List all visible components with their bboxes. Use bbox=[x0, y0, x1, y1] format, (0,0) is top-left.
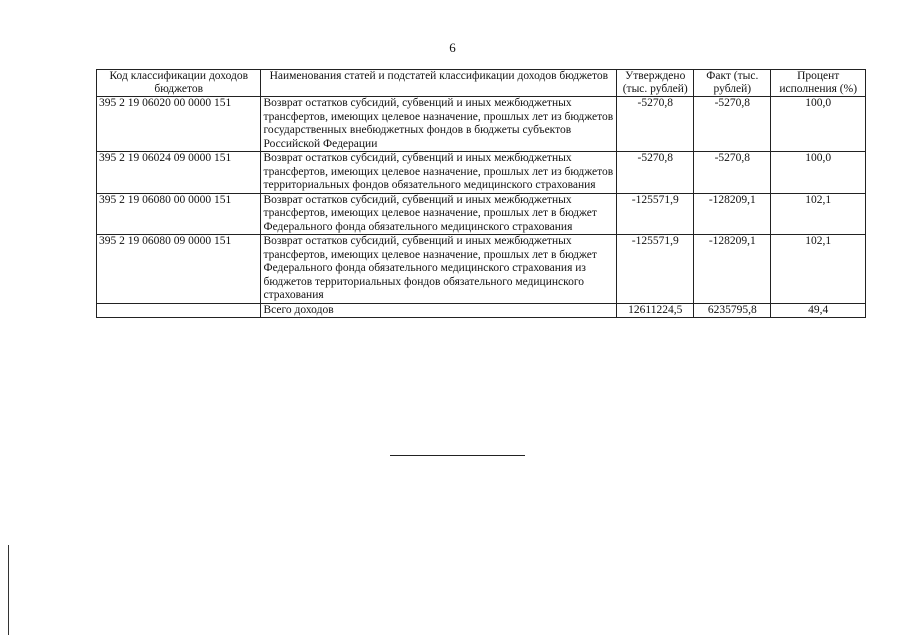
row-plan: -5270,8 bbox=[617, 152, 694, 194]
header-fact: Факт (тыс. рублей) bbox=[694, 70, 771, 97]
row-plan: -125571,9 bbox=[617, 193, 694, 235]
row-code: 395 2 19 06024 09 0000 151 bbox=[97, 152, 261, 194]
row-name: Возврат остатков субсидий, субвенций и иных межбюджетных трансфертов, имеющих целевое назначение, прошлых лет из бюджетов государственных внебюджетных фондов в бюджеты субъектов Российской Федерации bbox=[261, 97, 617, 152]
total-row bbox=[97, 303, 866, 318]
table-row bbox=[97, 235, 866, 304]
header-percent: Процент исполнения (%) bbox=[771, 70, 866, 97]
table-row bbox=[97, 97, 866, 152]
row-percent: 100,0 bbox=[771, 97, 866, 152]
row-fact: -128209,1 bbox=[694, 193, 771, 235]
total-label: Всего доходов bbox=[261, 303, 617, 318]
header-name: Наименования статей и подстатей классификации доходов бюджетов bbox=[261, 70, 617, 97]
row-percent: 100,0 bbox=[771, 152, 866, 194]
row-percent: 102,1 bbox=[771, 193, 866, 235]
row-percent: 102,1 bbox=[771, 235, 866, 304]
header-plan: Утверждено (тыс. рублей) bbox=[617, 70, 694, 97]
row-fact: -128209,1 bbox=[694, 235, 771, 304]
budget-income-table bbox=[96, 69, 866, 318]
total-plan: 12611224,5 bbox=[617, 303, 694, 318]
row-plan: -125571,9 bbox=[617, 235, 694, 304]
header-code: Код классификации доходов бюджетов bbox=[97, 70, 261, 97]
table-header-row bbox=[97, 70, 866, 97]
row-fact: -5270,8 bbox=[694, 97, 771, 152]
row-plan: -5270,8 bbox=[617, 97, 694, 152]
table-row bbox=[97, 193, 866, 235]
table-row bbox=[97, 152, 866, 194]
closing-separator-line bbox=[390, 455, 525, 456]
row-name: Возврат остатков субсидий, субвенций и иных межбюджетных трансфертов, имеющих целевое назначение, прошлых лет в бюджет Федерального фонда обязательного медицинского страхования bbox=[261, 193, 617, 235]
row-code: 395 2 19 06020 00 0000 151 bbox=[97, 97, 261, 152]
scan-margin-mark bbox=[8, 545, 9, 635]
row-name: Возврат остатков субсидий, субвенций и иных межбюджетных трансфертов, имеющих целевое назначение, прошлых лет в бюджет Федерального фонда обязательного медицинского страхования из бюджетов территориальных фондов обязательного медицинского страхования bbox=[261, 235, 617, 304]
row-fact: -5270,8 bbox=[694, 152, 771, 194]
total-fact: 6235795,8 bbox=[694, 303, 771, 318]
total-code bbox=[97, 303, 261, 318]
row-code: 395 2 19 06080 09 0000 151 bbox=[97, 235, 261, 304]
total-percent: 49,4 bbox=[771, 303, 866, 318]
row-code: 395 2 19 06080 00 0000 151 bbox=[97, 193, 261, 235]
row-name: Возврат остатков субсидий, субвенций и иных межбюджетных трансфертов, имеющих целевое назначение, прошлых лет из бюджетов территориальных фондов обязательного медицинского страхования bbox=[261, 152, 617, 194]
page-number: 6 bbox=[449, 40, 456, 55]
